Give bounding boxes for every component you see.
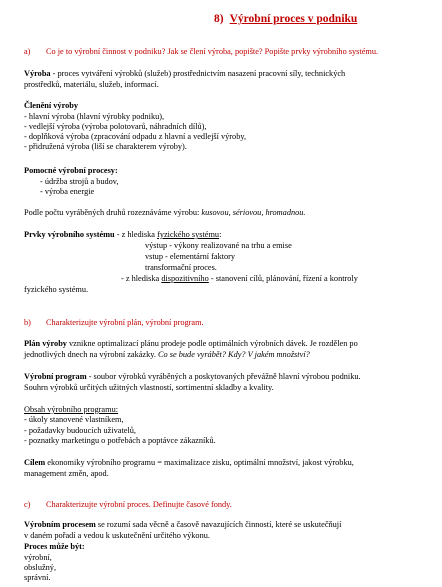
cleneni-item: - hlavní výroba (hlavní výrobky podniku),: [24, 112, 165, 121]
section-a-letter: a): [24, 47, 31, 56]
section-b-letter: b): [24, 318, 31, 327]
title-number: 8): [214, 13, 224, 25]
proces-muze-item: výrobní,: [24, 553, 52, 562]
cleneni-item: - doplňková výroba (zpracování odpadu z hlavní a vedlejší výroby,: [24, 132, 247, 141]
cleneni-heading: Členění výroby: [24, 101, 79, 110]
proces-line1: Výrobním procesem se rozumí sada věcně a časově navazujících činností, které se uskutečňují: [24, 520, 342, 529]
section-a-question-text: Co je to výrobní činnost v podniku? Jak se člení výroba, popište? Popište prvky výrobního systému.: [46, 47, 379, 56]
obsah-item: - požadavky budoucích uživatelů,: [24, 426, 136, 435]
cilem-line1: Cílem ekonomiky výrobního programu = maximalizace zisku, optimální množství, jakost výrobku,: [24, 458, 354, 467]
title-text: Výrobní proces v podniku: [229, 13, 358, 25]
plan-line1: Plán výroby vznikne optimalizací plánu prodeje podle optimálních výrobních dávek. Je rozdělen po: [24, 339, 358, 348]
vyroba-definition-line2: prostředků, materiálu, služeb, informací.: [24, 80, 159, 89]
section-c-question-text: Charakterizujte výrobní proces. Definujte časové fondy.: [46, 500, 232, 509]
obsah-item: - poznatky marketingu o potřebách a poptávce zákazníků.: [24, 436, 216, 445]
program-line1: Výrobní program - soubor výrobků vyráběných a poskytovaných převážně hlavní výrobou podniku.: [24, 372, 361, 381]
obsah-item: - úkoly stanovené vlastníkem,: [24, 415, 124, 424]
prvky-heading-line: Prvky výrobního systému - z hlediska fyzického systému:: [24, 230, 222, 239]
cleneni-item: - vedlejší výroba (výroba polotovarů, náhradních dílů),: [24, 122, 207, 131]
podle-poctu-line: Podle počtu vyráběných druhů rozeznáváme výrobu: kusovou, sériovou, hromadnou.: [24, 208, 306, 217]
program-line2: Souhrn výrobků určitých užitných vlastností, sortimentní skladby a kvality.: [24, 383, 274, 392]
pomocne-heading: Pomocné výrobní procesy:: [24, 166, 118, 175]
proces-muze-item: obslužný,: [24, 563, 57, 572]
proces-muze-item: správní.: [24, 573, 51, 582]
page-title: [214, 13, 357, 25]
section-c-question: [24, 500, 424, 510]
cilem-term: Cílem: [24, 458, 46, 467]
program-term: Výrobní program: [24, 372, 87, 381]
section-a-question: [24, 47, 424, 57]
pomocne-item: - údržba strojů a budov,: [40, 177, 119, 186]
cleneni-item: - přidružená výroba (liší se charakterem výroby).: [24, 142, 187, 151]
pomocne-item: - výroba energie: [40, 187, 95, 196]
proces-muze-heading: Proces může být:: [24, 542, 85, 551]
section-c-letter: c): [24, 500, 31, 509]
dispozitivni-line2: fyzického systému.: [24, 285, 89, 294]
prvky-item: transformační proces.: [145, 263, 217, 272]
section-b-question: [24, 318, 424, 328]
section-b-question-text: Charakterizujte výrobní plán, výrobní program.: [46, 318, 204, 327]
obsah-heading: Obsah výrobního programu:: [24, 405, 119, 414]
proces-line2: v daném pořadí a vedou k uskutečnění určitého výkonu.: [24, 531, 210, 540]
prvky-term: Prvky výrobního systému: [24, 230, 115, 239]
dispozitivni-line: - z hlediska dispozitivního - stanovení cílů, plánování, řízení a kontroly: [121, 274, 358, 283]
proces-term: Výrobním procesem: [24, 520, 96, 529]
vyroba-term: Výroba: [24, 69, 51, 78]
vyroba-definition-line1: Výroba - proces vytváření výrobků (služeb) prostřednictvím nasazení pracovní síly, technických: [24, 69, 346, 78]
prvky-item: vstup - elementární faktory: [145, 252, 236, 261]
plan-line2: jednotlivých dnech na výrobní zakázky. Co se bude vyrábět? Kdy? V jakém množství?: [24, 350, 310, 359]
cilem-line2: management změn, apod.: [24, 469, 109, 478]
prvky-item: výstup - výkony realizované na trhu a emise: [145, 241, 292, 250]
plan-term: Plán výroby: [24, 339, 67, 348]
